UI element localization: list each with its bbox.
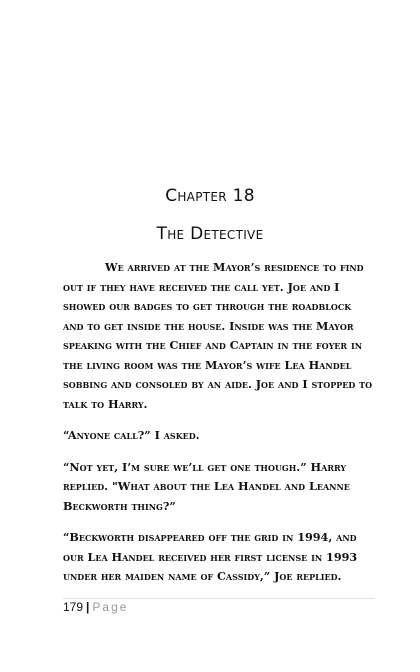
chapter-body	[63, 258, 375, 599]
footer-separator: |	[86, 600, 90, 614]
page-label: Page	[92, 600, 129, 614]
paragraph-2: “Anyone call?” I asked.	[63, 428, 200, 442]
page-footer	[63, 600, 128, 614]
chapter-title: The Detective	[156, 224, 264, 244]
paragraph-4: “Beckworth disappeared off the grid in 1994, and our Lea Handel received her first license in 1993 under her maiden name of Cassidy,” Joe replied.	[63, 530, 358, 583]
paragraph-3: “Not yet, I’m sure we’ll get one though.” Harry replied. "What about the Lea Handel and Leanne Beckworth thing?”	[63, 459, 350, 513]
page-number: 179	[63, 600, 84, 614]
chapter-number: Chapter 18	[165, 186, 255, 206]
footer-divider	[63, 598, 375, 599]
paragraph-1: We arrived at the Mayor’s residence to find out if they have received the call yet. Joe and I showed our badges to get through the roadblock and to get inside the house. Inside was the Mayor speaking with the Chief and Captain in the foyer in the living room was the Mayor’s wife Lea Handel sobbing and consoled by an aide. Joe and I stopped to talk to Harry.	[63, 260, 373, 411]
